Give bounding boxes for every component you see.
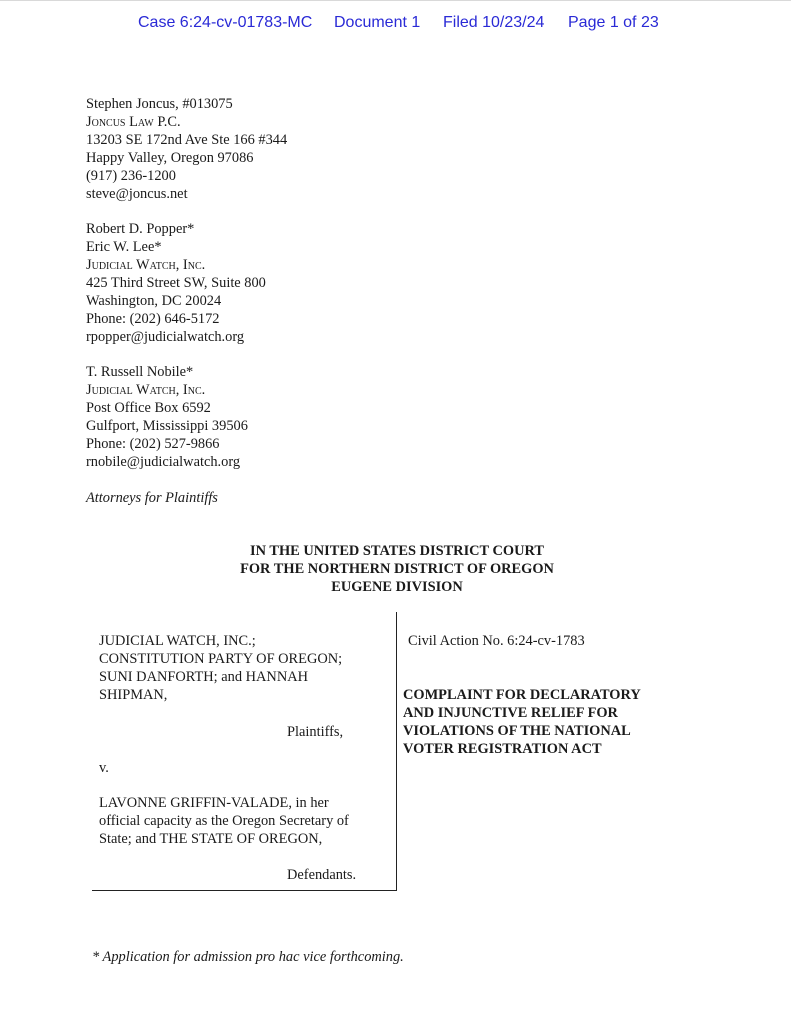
ecf-header — [0, 14, 791, 36]
counsel-block-judicial-watch-ms — [86, 363, 248, 471]
complaint-title-line: AND INJUNCTIVE RELIEF FOR — [403, 705, 618, 721]
counsel-address-line: Gulfport, Mississippi 39506 — [86, 418, 248, 434]
footnote-pro-hac-vice: * Application for admission pro hac vice forthcoming. — [92, 949, 404, 965]
civil-action-number: Civil Action No. 6:24-cv-1783 — [408, 633, 585, 649]
counsel-name: Stephen Joncus, #013075 — [86, 96, 233, 112]
versus-label: v. — [99, 760, 109, 776]
counsel-email: rnobile@judicialwatch.org — [86, 454, 241, 470]
counsel-phone: (917) 236-1200 — [86, 168, 176, 184]
complaint-title-line: COMPLAINT FOR DECLARATORY — [403, 687, 641, 703]
plaintiff-line: CONSTITUTION PARTY OF OREGON; — [99, 651, 343, 667]
court-heading — [100, 542, 694, 596]
defendant-line: State; and THE STATE OF OREGON, — [99, 831, 323, 847]
defendant-line: LAVONNE GRIFFIN-VALADE, in her — [99, 795, 329, 811]
counsel-address-line: 425 Third Street SW, Suite 800 — [86, 275, 266, 291]
defendants-label: Defendants. — [287, 867, 357, 883]
attorneys-for-plaintiffs: Attorneys for Plaintiffs — [86, 490, 218, 506]
counsel-address-line: Happy Valley, Oregon 97086 — [86, 150, 254, 166]
counsel-block-joncus — [86, 95, 287, 203]
counsel-name: Robert D. Popper* — [86, 221, 195, 237]
plaintiff-line: SUNI DANFORTH; and HANNAH — [99, 669, 308, 685]
counsel-firm: Judicial Watch, Inc. — [86, 257, 206, 273]
counsel-firm: Judicial Watch, Inc. — [86, 382, 206, 398]
counsel-email: steve@joncus.net — [86, 186, 188, 202]
defendant-line: official capacity as the Oregon Secretary of — [99, 813, 349, 829]
plaintiffs-label: Plaintiffs, — [287, 724, 344, 740]
counsel-email: rpopper@judicialwatch.org — [86, 329, 245, 345]
court-name: IN THE UNITED STATES DISTRICT COURT — [250, 543, 544, 559]
counsel-phone: Phone: (202) 646-5172 — [86, 311, 220, 327]
counsel-phone: Phone: (202) 527-9866 — [86, 436, 220, 452]
header-page-count: Page 1 of 23 — [568, 14, 659, 31]
complaint-title-line: VOTER REGISTRATION ACT — [403, 741, 602, 757]
case-caption-parties — [92, 612, 397, 891]
complaint-title — [403, 686, 641, 758]
court-district: FOR THE NORTHERN DISTRICT OF OREGON — [240, 561, 554, 577]
counsel-name: T. Russell Nobile* — [86, 364, 194, 380]
header-case-number: Case 6:24-cv-01783-MC — [138, 14, 313, 31]
header-filed-date: Filed 10/23/24 — [443, 14, 545, 31]
complaint-title-line: VIOLATIONS OF THE NATIONAL — [403, 723, 631, 739]
header-document: Document 1 — [334, 14, 421, 31]
counsel-block-judicial-watch-dc — [86, 220, 266, 346]
court-division: EUGENE DIVISION — [331, 579, 463, 595]
plaintiff-line: JUDICIAL WATCH, INC.; — [99, 633, 256, 649]
counsel-firm: Joncus Law P.C. — [86, 114, 181, 130]
plaintiff-line: SHIPMAN, — [99, 687, 168, 703]
counsel-address-line: Washington, DC 20024 — [86, 293, 222, 309]
counsel-name: Eric W. Lee* — [86, 239, 162, 255]
counsel-address-line: Post Office Box 6592 — [86, 400, 211, 416]
page-top-border — [0, 0, 791, 5]
counsel-address-line: 13203 SE 172nd Ave Ste 166 #344 — [86, 132, 288, 148]
